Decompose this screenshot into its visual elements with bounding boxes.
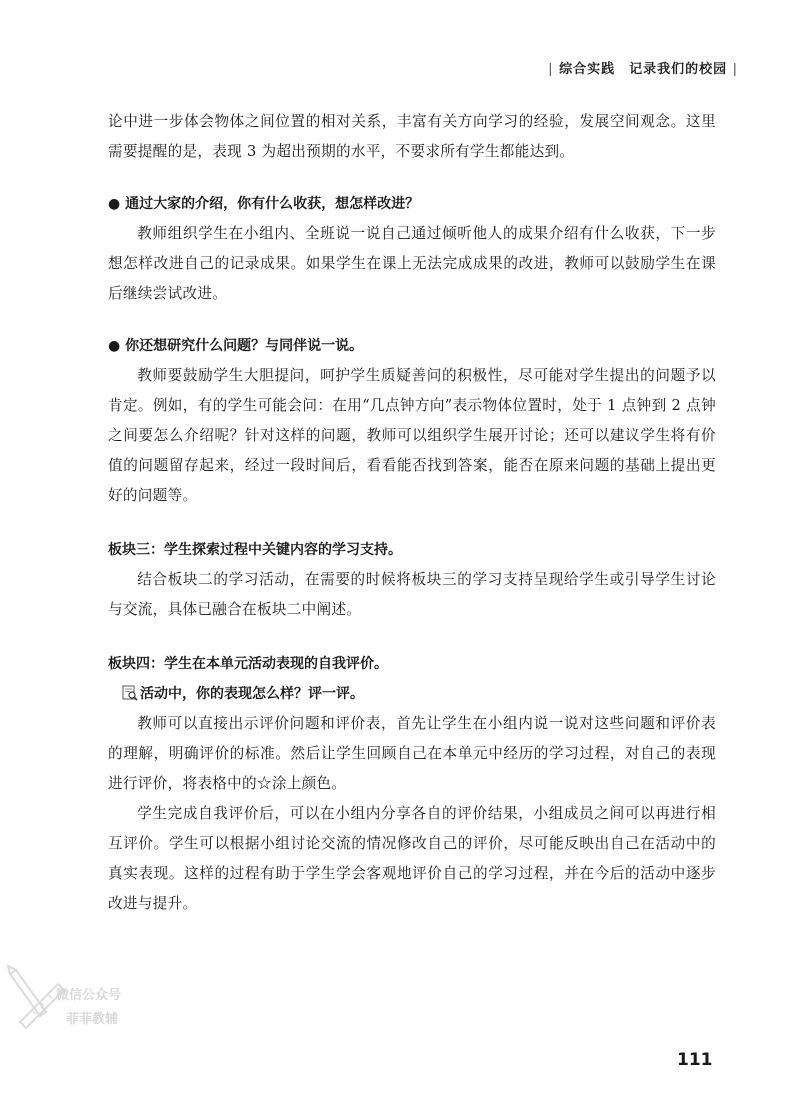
magnifier-note-icon: [122, 682, 138, 698]
page-number: 111: [677, 1050, 713, 1070]
header-bar-right: |: [732, 62, 738, 77]
watermark: [6, 962, 156, 1042]
section-heading-block3: 板块三：学生探索过程中关键内容的学习支持。: [108, 542, 402, 558]
running-header: [548, 58, 738, 77]
question-heading-research: ● 你还想研究什么问题？与同伴说一说。: [108, 338, 364, 354]
header-bar-left: |: [548, 62, 554, 77]
paragraph-block3: 结合板块二的学习活动，在需要的时候将板块三的学习支持呈现给学生或引导学生讨论与交流，具体已融合在板块二中阐述。: [108, 571, 716, 618]
header-title: 综合实践 记录我们的校园: [559, 62, 728, 77]
paragraph-block4-first: 教师可以直接出示评价问题和评价表，首先让学生在小组内说一说对这些问题和评价表的理解，明确评价的标准。然后让学生回顾自己在本单元中经历的学习过程，对自己的表现进行评价，将表格中的☆涂上颜色。: [108, 715, 716, 792]
section-heading-block4: 板块四：学生在本单元活动表现的自我评价。: [108, 656, 388, 672]
paragraph-research: 教师要鼓励学生大胆提问，呵护学生质疑善问的积极性，尽可能对学生提出的问题予以肯定。例如，有的学生可能会问：在用“几点钟方向”表示物体位置时，处于 1 点钟到 2 点钟之间要怎么介绍呢？针对这样的问题，教师可以组织学生展开讨论；还可以建议学生将有价值的问题留存起来，经过一段时间后，看看能否找到答案，能否在原来问题的基础上提出更好的问题等。: [108, 367, 716, 504]
activity-heading-text: 活动中，你的表现怎么样？评一评。: [140, 686, 364, 702]
watermark-line2: 菲菲教辅: [66, 1012, 119, 1027]
watermark-line1: 微信公众号: [56, 988, 122, 1003]
paragraph-gains: 教师组织学生在小组内、全班说一说自己通过倾听他人的成果介绍有什么收获，下一步想怎样改进自己的记录成果。如果学生在课上无法完成成果的改进，教师可以鼓励学生在课后继续尝试改进。: [108, 225, 716, 302]
page-body: [108, 107, 716, 919]
paragraph-block4-second: 学生完成自我评价后，可以在小组内分享各自的评价结果，小组成员之间可以再进行相互评价。学生可以根据小组讨论交流的情况修改自己的评价，尽可能反映出自己在活动中的真实表现。这样的过程有助于学生学会客观地评价自己的学习过程，并在今后的活动中逐步改进与提升。: [108, 805, 716, 912]
paragraph-continued: 论中进一步体会物体之间位置的相对关系，丰富有关方向学习的经验，发展空间观念。这里需要提醒的是，表现 3 为超出预期的水平，不要求所有学生都能达到。: [108, 113, 716, 160]
activity-heading: [108, 679, 716, 709]
question-heading-gains: ● 通过大家的介绍，你有什么收获，想怎样改进？: [108, 196, 420, 212]
